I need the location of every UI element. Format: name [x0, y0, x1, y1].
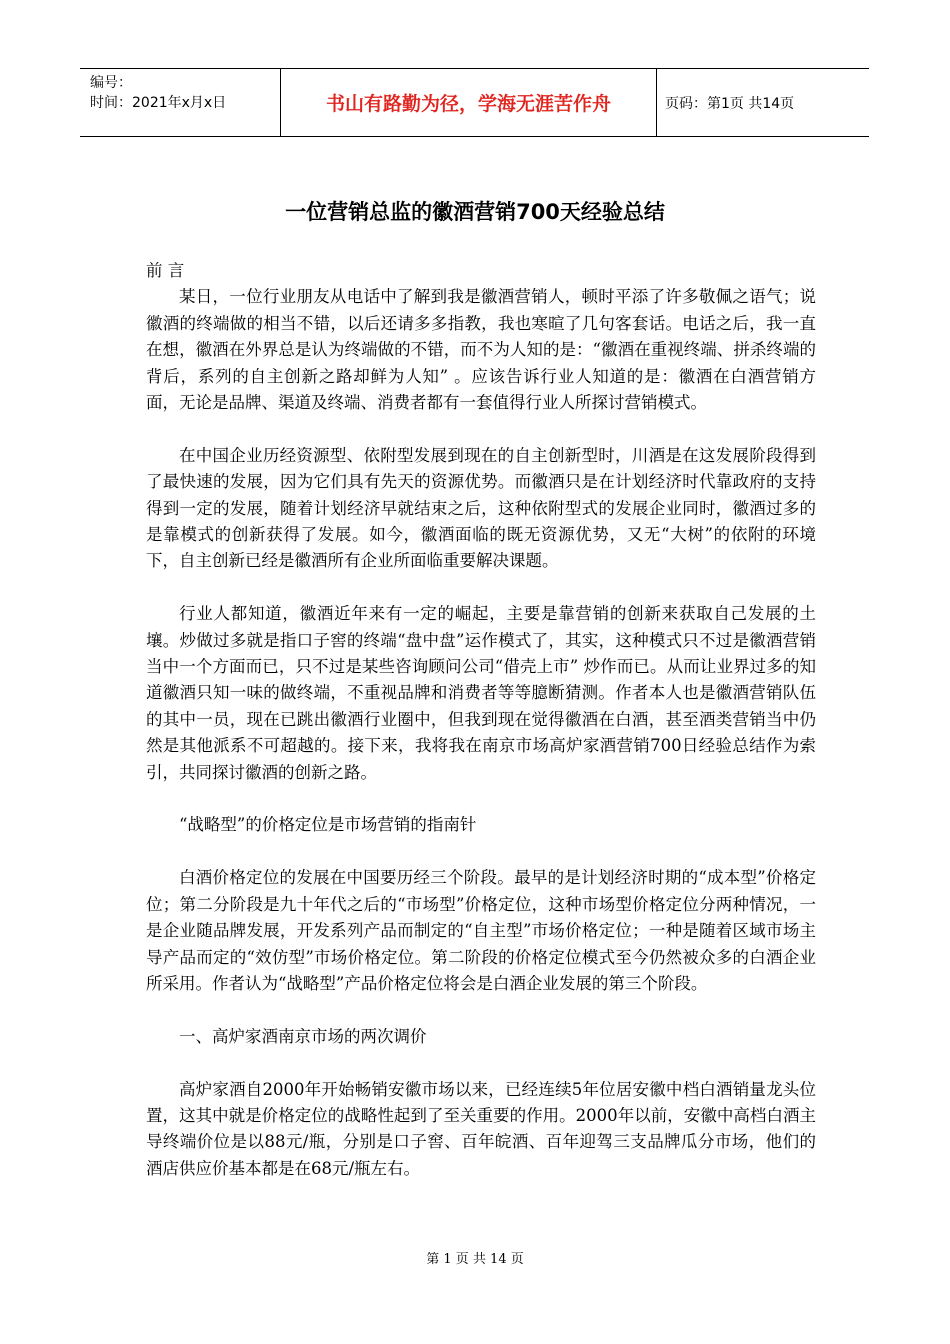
paragraph: 白酒价格定位的发展在中国要历经三个阶段。最早的是计划经济时期的“成本型”价格定位；第二分阶段是九十年代之后的“市场型”价格定位，这种市场型价格定位分两种情况，一是企业随品牌发展，开发系列产品而制定的“自主型”市场价格定位；一种是随着区域市场主导产品而定的“效仿型”市场价格定位。第二阶段的价格定位模式至今仍然被众多的白酒企业所采用。作者认为“战略型”产品价格定位将会是白酒企业发展的第三个阶段。: [146, 868, 816, 993]
paragraph: 在中国企业历经资源型、依附型发展到现在的自主创新型时，川酒是在这发展阶段得到了最快速的发展，因为它们具有先天的资源优势。而徽酒只是在计划经济时代靠政府的支持得到一定的发展，随着计划经济早就结束之后，这种依附型式的发展企业同时，徽酒过多的是靠模式的创新获得了发展。如今，徽酒面临的既无资源优势，又无“大树”的依附的环境下，自主创新已经是徽酒所有企业所面临重要解决课题。: [146, 445, 816, 571]
header-table: [80, 68, 869, 137]
document-body: [146, 258, 816, 1182]
document-title: 一位营销总监的徽酒营销700天经验总结: [285, 200, 665, 224]
header-page-cell: [657, 69, 869, 136]
page-footer: 第 1 页 共 14 页: [426, 1252, 524, 1267]
preface-heading: 前 言: [146, 261, 185, 280]
time-label: 时间：2021年x月x日: [90, 95, 227, 111]
page-info: 页码：第1页 共14页: [665, 95, 795, 112]
motto-text: 书山有路勤为径，学海无涯苦作舟: [325, 93, 611, 115]
section-heading: “战略型”的价格定位是市场营销的指南针: [179, 815, 477, 835]
paragraph: 行业人都知道，徽酒近年来有一定的崛起，主要是靠营销的创新来获取自己发展的土壤。炒做过多就是指口子窖的终端“盘中盘”运作模式了，其实，这种模式只不过是徽酒营销当中一个方面而已，只不过是某些咨询顾问公司“借壳上市” 炒作而已。从而让业界过多的知道徽酒只知一味的做终端，不重视品牌和消费者等等臆断猜测。作者本人也是徽酒营销队伍的其中一员，现在已跳出徽酒行业圈中，但我到现在觉得徽酒在白酒，甚至酒类营销当中仍然是其他派系不可超越的。接下来，我将我在南京市场高炉家酒营销700日经验总结作为索引，共同探讨徽酒的创新之路。: [146, 604, 816, 782]
number-label: 编号：: [90, 75, 132, 91]
header-meta-cell: [80, 69, 280, 136]
section-heading: 一、高炉家酒南京市场的两次调价: [179, 1026, 427, 1046]
paragraph: 高炉家酒自2000年开始畅销安徽市场以来，已经连续5年位居安徽中档白酒销量龙头位置，这其中就是价格定位的战略性起到了至关重要的作用。2000年以前，安徽中高档白酒主导终端价位是以88元/瓶，分别是口子窖、百年皖酒、百年迎驾三支品牌瓜分市场，他们的酒店供应价基本都是在68元/瓶左右。: [146, 1079, 816, 1178]
header-motto-cell: [280, 69, 657, 136]
paragraph: 某日，一位行业朋友从电话中了解到我是徽酒营销人，顿时平添了许多敬佩之语气；说徽酒的终端做的相当不错，以后还请多多指教，我也寒暄了几句客套话。电话之后，我一直在想，徽酒在外界总是认为终端做的不错，而不为人知的是：“徽酒在重视终端、拼杀终端的背后，系列的自主创新之路却鲜为人知” 。应该告诉行业人知道的是：徽酒在白酒营销方面，无论是品牌、渠道及终端、消费者都有一套值得行业人所探讨营销模式。: [146, 287, 816, 413]
